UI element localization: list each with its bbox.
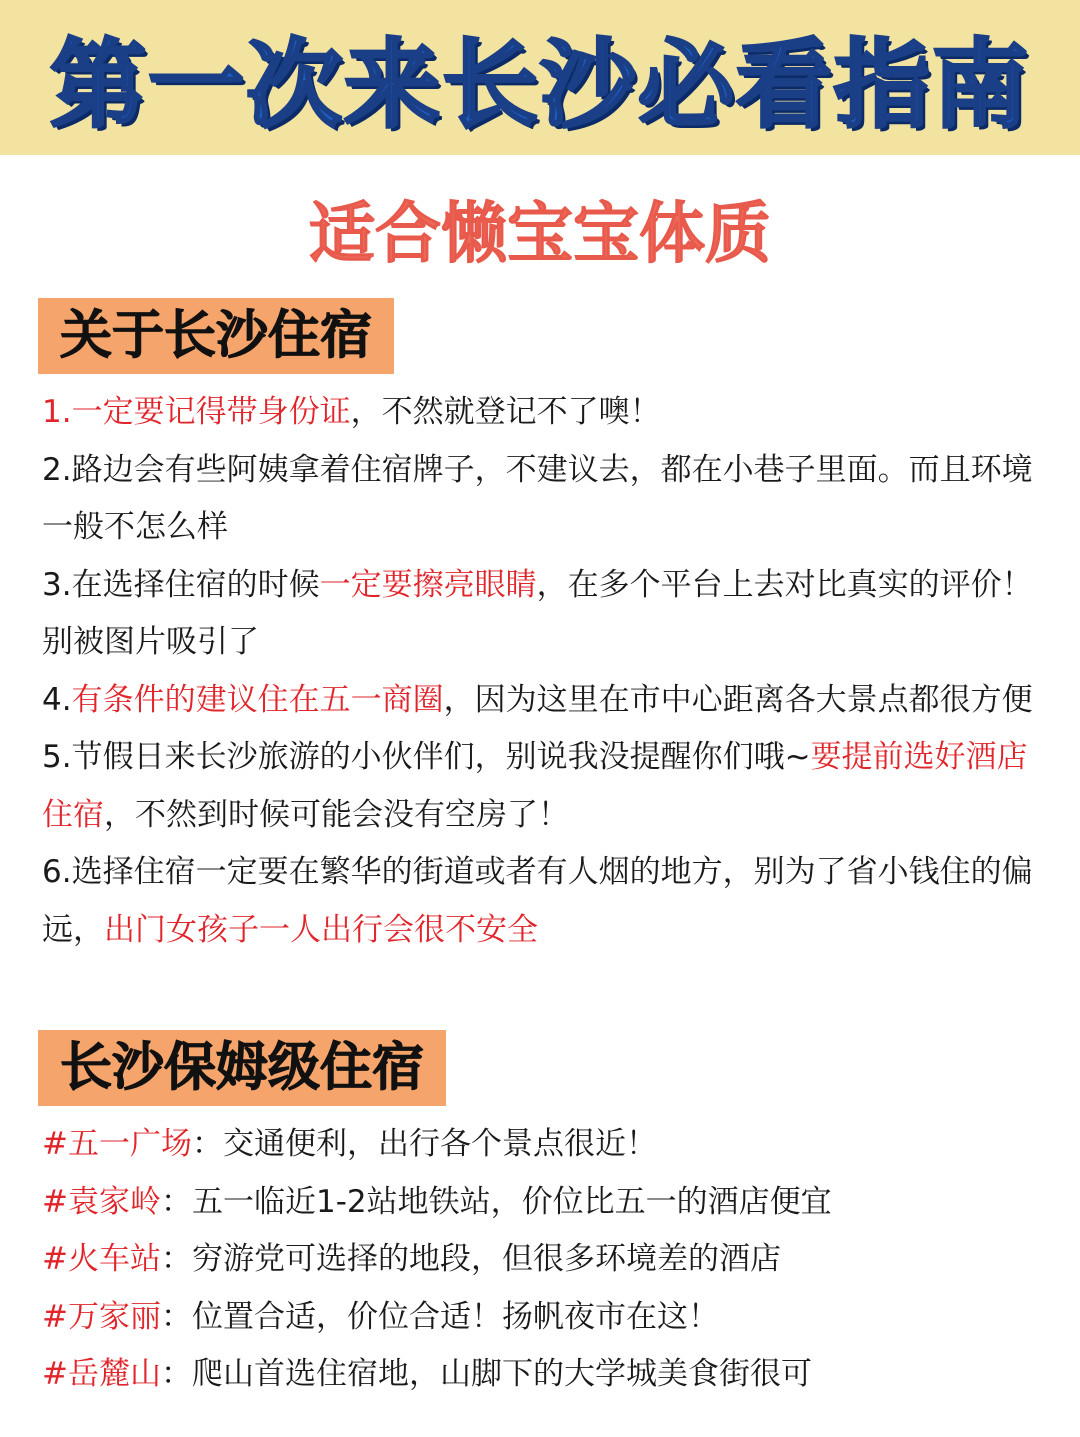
title-banner	[0, 0, 1080, 155]
body-text: ，因为这里在市中心距离各大景点都很方便	[443, 681, 1033, 718]
body-text: 6.选择住宿一定要在繁华的街道或者有人烟的地方，别为了省小钱住的偏远，	[42, 854, 1033, 948]
highlighted-text: 有条件的建议住在五一商圈	[71, 681, 444, 718]
list-item	[42, 1174, 1046, 1232]
list-item	[42, 1346, 1046, 1404]
list-item	[42, 557, 1046, 672]
list-item	[42, 384, 1046, 442]
body-text: ：交通便利，出行各个景点很近！	[191, 1126, 657, 1162]
body-text: ，在多个平台上去对比真实的评价！别被图片吸引了	[42, 566, 1033, 660]
body-text: 3.在选择住宿的时候	[42, 566, 320, 603]
list-item	[42, 672, 1046, 730]
list-item	[42, 1289, 1046, 1347]
page-subtitle: 适合懒宝宝体质	[309, 195, 771, 272]
highlighted-text: 出门女孩子一人出行会很不安全	[104, 911, 538, 948]
highlighted-text: 一定要擦亮眼睛	[319, 566, 537, 603]
list-item	[42, 1116, 1046, 1174]
highlighted-text: #岳麓山	[42, 1356, 161, 1392]
section-header-recommended-areas: 长沙保姆级住宿	[38, 1030, 446, 1106]
body-text: 5.节假日来长沙旅游的小伙伴们，别说我没提醒你们哦~	[42, 739, 811, 775]
body-text: 2.路边会有些阿姨拿着住宿牌子，不建议去，都在小巷子里面。而且环境一般不怎么样	[42, 451, 1033, 545]
body-text: ：穷游党可选择的地段，但很多环境差的酒店	[160, 1241, 781, 1277]
page-title: 第一次来长沙必看指南	[50, 29, 1030, 141]
highlighted-text: #万家丽	[42, 1298, 161, 1335]
highlighted-text: #火车站	[42, 1241, 161, 1277]
body-text: ：爬山首选住宿地，山脚下的大学城美食街很可	[160, 1356, 812, 1392]
body-text: ，不然就登记不了噢！	[350, 394, 661, 430]
list-item	[42, 442, 1046, 557]
highlighted-text: #袁家岭	[42, 1183, 161, 1220]
list-item	[42, 1231, 1046, 1289]
body-text: ：五一临近1-2站地铁站，价位比五一的酒店便宜	[160, 1183, 832, 1220]
body-text: 4.	[42, 681, 72, 718]
list-item	[42, 729, 1046, 844]
body-text: ：位置合适，价位合适！扬帆夜市在这！	[160, 1298, 719, 1335]
highlighted-text: #五一广场	[42, 1126, 192, 1162]
section-header-accommodation: 关于长沙住宿	[38, 298, 394, 374]
body-text: ，不然到时候可能会没有空房了！	[104, 796, 569, 833]
accommodation-tips-list	[42, 384, 1046, 959]
highlighted-text: 1.一定要记得带身份证	[42, 394, 351, 430]
highlighted-text: 要提前选好酒店住宿	[42, 739, 1028, 833]
list-item	[42, 844, 1046, 959]
recommended-areas-list	[42, 1116, 1046, 1404]
